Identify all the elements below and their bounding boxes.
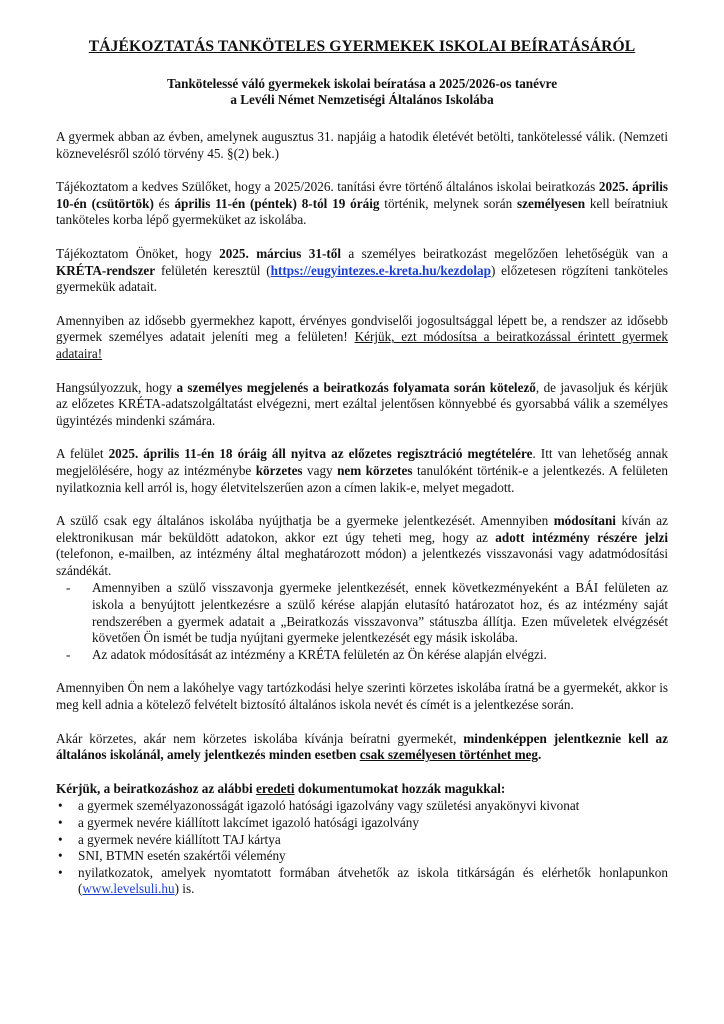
dash-item-text: Amennyiben a szülő visszavonja gyermeke jelentkezését, ennek következményeként a BÁI felületen az iskola a benyújtott jelentkezésre a szülő kérése alapján elutasító határozatot hoz, és az intézmény saját rendszerében a gyermek adatait a „Beiratkozás visszavonva” státuszba állítja. Ezen műveletek elvégzését követően Ön ismét be tudja nyújtani gyermeke jelentkezését egy másik iskolába. bbox=[92, 580, 668, 646]
enrollment-date-2: április 11-én (péntek) 8-tól 19 óráig bbox=[174, 195, 380, 211]
dash-item-text: Az adatok módosítását az intézmény a KRÉTA felületén az Ön kérése alapján elvégzi. bbox=[92, 646, 547, 662]
dash-list-item bbox=[56, 647, 668, 664]
text: Amennyiben az idősebb gyermekhez kapott, érvényes gondviselői jogosultsággal lépett be, a rendszer az idősebb gyermek személyes adatait jeleníti meg a felületen! bbox=[56, 312, 668, 345]
text: történik, melynek során bbox=[379, 195, 518, 211]
paragraph-must-apply bbox=[56, 731, 668, 764]
bullet-marker: • bbox=[58, 848, 63, 864]
document-title: TÁJÉKOZTATÁS TANKÖTELES GYERMEKEK ISKOLAI BEÍRATÁSÁRÓL bbox=[88, 38, 636, 55]
kreta-start-date: 2025. március 31-től bbox=[219, 245, 341, 261]
text: Akár körzetes, akár nem körzetes iskolába kívánja beíratni gyermekét, bbox=[56, 730, 464, 746]
paragraph-enrollment-dates bbox=[56, 179, 668, 229]
dash-marker: - bbox=[66, 580, 71, 596]
dash-list-item bbox=[56, 580, 668, 646]
subtitle-line-1: Tankötelessé váló gyermekek iskolai beíratása a 2025/2026-os tanévre bbox=[166, 76, 558, 91]
required-documents-heading bbox=[56, 781, 668, 798]
paragraph-kreta-info bbox=[56, 246, 668, 296]
document-item-text: a gyermek személyazonosságát igazoló hatósági igazolvány vagy születési anyakönyvi kivonat bbox=[78, 798, 580, 814]
text: . Itt van lehetőség annak megjelölésére, hogy az intézménybe bbox=[56, 446, 668, 478]
text: a személyes beiratkozást megelőzően lehetőségük van a bbox=[340, 245, 668, 261]
document-item-text: a gyermek nevére kiállított TAJ kártya bbox=[78, 831, 281, 847]
document-subtitle bbox=[56, 76, 668, 108]
text: kíván az elektronikusan már beküldött adatokon, akkor ezt úgy teheti meg, hogy az bbox=[56, 513, 668, 545]
text: nyilatkozatok, amelyek nyomtatott formában átvehetők az iskola titkárságán és elérhetők honlapunkon ( bbox=[78, 864, 668, 897]
document-list-item bbox=[56, 815, 668, 832]
paragraph-mandatory-presence bbox=[56, 380, 668, 430]
district-option: körzetes bbox=[255, 462, 303, 478]
in-person-emphasis: személyesen bbox=[517, 195, 586, 211]
period: . bbox=[538, 747, 542, 763]
paragraph-registration-deadline bbox=[56, 446, 668, 496]
paragraph-age-rule: A gyermek abban az évben, amelynek augusztus 31. napjáig a hatodik életévét betölti, tankötelessé válik. (Nemzeti köznevelésről szóló törvény 45. §(2) bek.) bbox=[56, 129, 668, 161]
mandatory-presence-emphasis: a személyes megjelenés a beiratkozás folyamata során kötelező bbox=[176, 379, 536, 395]
document-list-item bbox=[56, 865, 668, 898]
text: kell beíratniuk tanköteles korba lépő gyermeküket az iskolába. bbox=[56, 195, 668, 228]
text: és bbox=[153, 195, 175, 211]
paragraph-non-district-school: Amennyiben Ön nem a lakóhelye vagy tartózkodási helye szerinti körzetes iskolába íratná be a gyermekét, akkor is meg kell adnia a kötelező felvételt biztosító általános iskola nevét és címét is a jelentkezése során. bbox=[56, 680, 668, 713]
school-website-link[interactable]: www.levelsuli.hu bbox=[82, 881, 175, 897]
must-apply-emphasis: mindenképpen jelentkeznie kell az általános iskolánál, amely jelentkezés minden esetben bbox=[56, 730, 668, 763]
text: ) előzetesen rögzíteni tanköteles gyermekük adatait. bbox=[56, 262, 668, 295]
document-list-item bbox=[56, 832, 668, 849]
kreta-link[interactable]: https://eugyintezes.e-kreta.hu/kezdolap bbox=[270, 262, 491, 278]
text: ) is. bbox=[174, 881, 195, 897]
text: vagy bbox=[302, 462, 338, 478]
bullet-marker: • bbox=[58, 815, 63, 830]
notify-institution-emphasis: adott intézmény részére jelzi bbox=[495, 529, 668, 545]
text: A szülő csak egy általános iskolába nyújthatja be a gyermeke jelentkezését. Amennyiben bbox=[56, 513, 554, 529]
text: A felület bbox=[56, 446, 109, 462]
in-person-only-emphasis: csak személyesen történhet meg bbox=[359, 747, 539, 763]
non-district-option: nem körzetes bbox=[337, 462, 413, 478]
modify-emphasis: módosítani bbox=[553, 513, 616, 529]
text: Tájékoztatom Önöket, hogy bbox=[56, 245, 220, 261]
paragraph-sibling-warning bbox=[56, 313, 668, 363]
text: tanulóként történik-e a jelentkezés. A felületen nyilatkoznia kell arról is, hogy életvitelszerűen azon a címen lakik-e, melyet megadott. bbox=[56, 462, 668, 495]
text: felületén keresztül ( bbox=[155, 262, 271, 278]
enrollment-date-1: 2025. április 10-én (csütörtök) bbox=[56, 179, 668, 211]
document-item-text: SNI, BTMN esetén szakértői vélemény bbox=[78, 848, 286, 864]
text: dokumentumokat hozzák magukkal: bbox=[294, 780, 506, 796]
registration-deadline: 2025. április 11-én 18 óráig áll nyitva az előzetes regisztráció megtételére bbox=[108, 446, 533, 462]
text: Hangsúlyozzuk, hogy bbox=[56, 379, 177, 395]
document-item-text: a gyermek nevére kiállított lakcímet igazoló hatósági igazolvány bbox=[78, 815, 419, 830]
withdrawal-dash-list bbox=[56, 580, 668, 663]
kreta-system-name: KRÉTA-rendszer bbox=[56, 262, 156, 278]
bullet-marker: • bbox=[58, 864, 63, 880]
dash-marker: - bbox=[66, 646, 71, 662]
original-emphasis: eredeti bbox=[256, 780, 295, 796]
text: (telefonon, e-mailben, az intézmény által meghatározott módon) a jelentkezés visszavonási vagy adatmódosítási szándékát. bbox=[56, 546, 668, 578]
text: Kérjük, a beiratkozáshoz az alábbi bbox=[56, 780, 257, 796]
subtitle-line-2: a Levéli Német Nemzetiségi Általános Iskolába bbox=[230, 92, 494, 107]
required-documents-list bbox=[56, 798, 668, 898]
paragraph-one-school-rule bbox=[56, 513, 668, 579]
bullet-marker: • bbox=[58, 831, 63, 847]
document-list-item bbox=[56, 798, 668, 815]
modify-data-request: Kérjük, ezt módosítsa a beiratkozással érintett gyermek adataira! bbox=[56, 329, 668, 361]
text: , de javasoljuk és kérjük az előzetes KRÉTA-adatszolgáltatást elvégezni, mert ezáltal jelentősen könnyebbé és gyorsabbá válik a személyes ügyintézés mindenki számára. bbox=[56, 379, 669, 428]
text: Tájékoztatom a kedves Szülőket, hogy a 2025/2026. tanítási évre történő általános iskolai beiratkozás bbox=[56, 179, 599, 195]
document-list-item bbox=[56, 848, 668, 865]
bullet-marker: • bbox=[58, 798, 63, 814]
